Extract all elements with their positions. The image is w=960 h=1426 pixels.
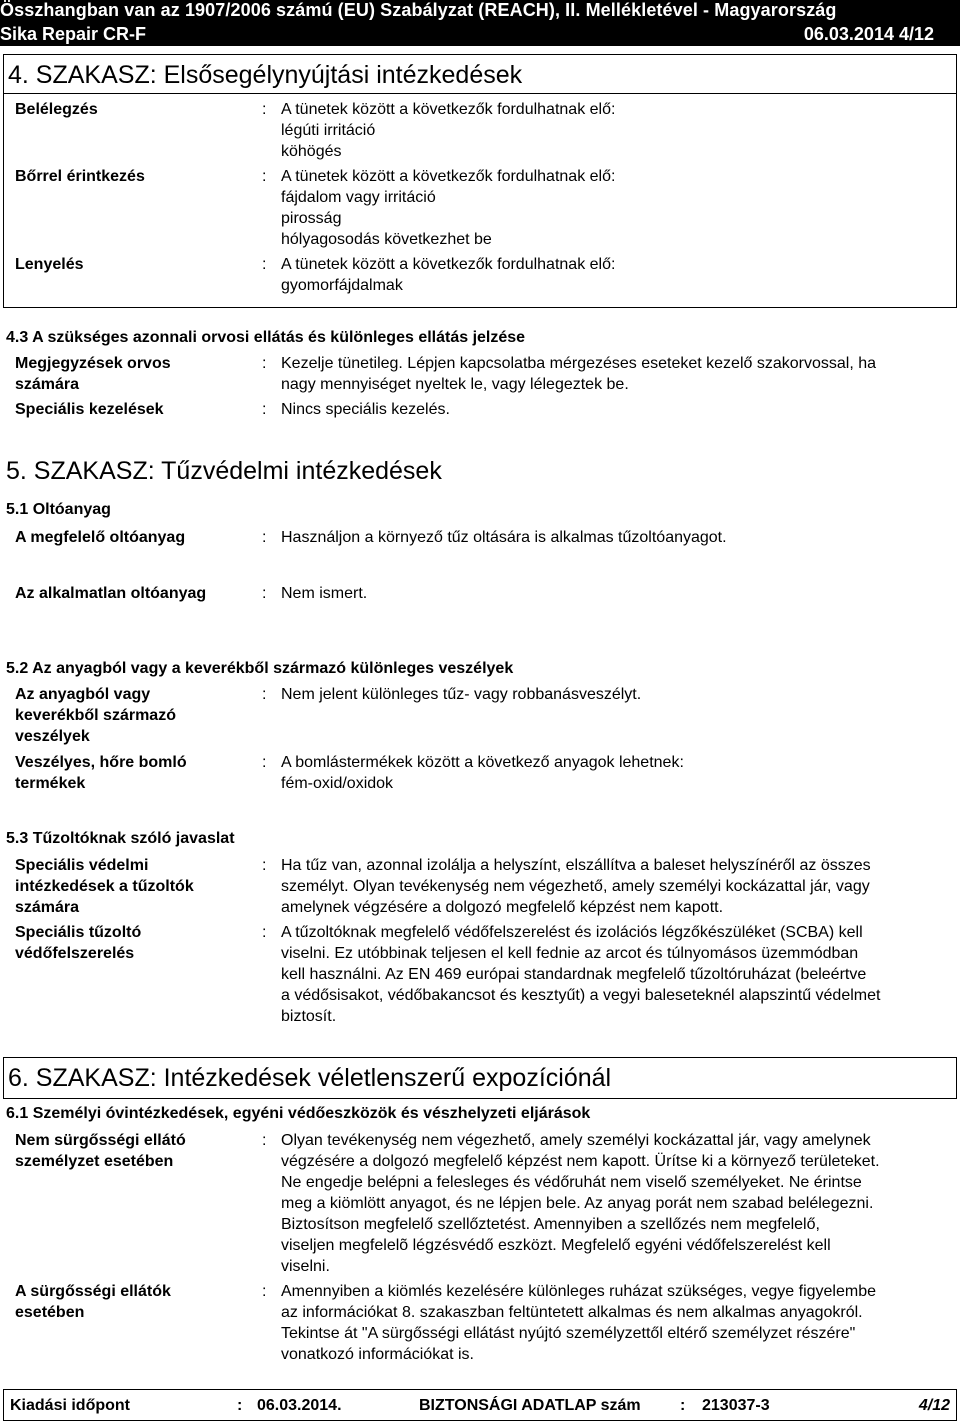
colon: : <box>237 1397 243 1414</box>
footer-page-number: 4/12 <box>918 1397 950 1414</box>
line: viselni. Ez utóbbinak teljesen el kell fednie az arcot és túlnyomásos üzemmódban <box>281 945 859 962</box>
line: Biztosítson megfelelő szellőztetést. Amennyiben a szellőzés nem megfelelő, <box>281 1216 820 1233</box>
sds-number-value: 213037-3 <box>702 1397 770 1414</box>
line: személyzet esetében <box>15 1153 174 1170</box>
line: légúti irritáció <box>281 122 376 139</box>
line: A tünetek között a következők fordulhatnak elő: <box>281 101 616 118</box>
colon: : <box>262 857 267 874</box>
line: A tünetek között a következők fordulhatnak elő: <box>281 256 616 273</box>
line: viseljen megfelelõ légzésvédő eszközt. Megfelelő egyéni védőfelszerelést kell <box>281 1237 831 1254</box>
suitable-media-value: Használjon a környező tűz oltására is alkalmas tűzoltóanyagot. <box>281 529 727 546</box>
subsection-5-2-title: 5.2 Az anyagból vagy a keverékből származó különleges veszélyek <box>6 660 514 677</box>
skin-value <box>281 166 951 250</box>
ingestion-value <box>281 254 951 296</box>
subsection-5-1-title: 5.1 Oltóanyag <box>6 501 111 518</box>
line: Ne engedje belépni a felesleges és védőruhát nem viselő személyeket. Ne érintse <box>281 1174 862 1191</box>
colon: : <box>262 256 267 273</box>
subsection-6-1-title: 6.1 Személyi óvintézkedések, egyéni védőeszközök és vészhelyzeti eljárások <box>6 1105 591 1122</box>
section-5-title: 5. SZAKASZ: Tűzvédelmi intézkedések <box>6 457 442 485</box>
issue-date-label: Kiadási időpont <box>10 1397 130 1414</box>
line: számára <box>15 899 80 916</box>
line: hólyagosodás következhet be <box>281 231 492 248</box>
special-treatment-label: Speciális kezelések <box>15 401 164 418</box>
document-footer <box>3 1389 957 1421</box>
subsection-5-3-title: 5.3 Tűzoltóknak szóló javaslat <box>6 830 235 847</box>
colon: : <box>262 401 267 418</box>
line: Speciális védelmi <box>15 857 149 874</box>
line: esetében <box>15 1304 85 1321</box>
inhalation-label: Belélegzés <box>15 101 98 118</box>
line: meg a kiömlött anyagot, és ne lépjen bele. Az anyag porát nem szabad belélegezni. <box>281 1195 874 1212</box>
line: amelynek végzésére a dolgozó megfelelő képzést nem kapott. <box>281 899 724 916</box>
unsuitable-media-value: Nem ismert. <box>281 585 368 602</box>
non-emergency-personnel-value <box>281 1130 951 1277</box>
line: Megjegyzések orvos <box>15 355 171 372</box>
inhalation-value <box>281 99 951 162</box>
line: pirosság <box>281 210 342 227</box>
header-date-page: 06.03.2014 4/12 <box>803 24 934 44</box>
colon: : <box>262 1132 267 1149</box>
line: A sürgősségi ellátók <box>15 1283 171 1300</box>
section-6-title: 6. SZAKASZ: Intézkedések véletlenszerű expozíciónál <box>8 1064 612 1092</box>
colon: : <box>262 924 267 941</box>
line: a védősisakot, védőbakancsot és kesztyűt) a vegyi baleseteknél alapszintű védelmet <box>281 987 881 1004</box>
colon: : <box>262 355 267 372</box>
colon: : <box>262 101 267 118</box>
line: Tekintse át "A sürgősségi ellátást nyújtó személyzettől eltérő személyzet részére" <box>281 1325 856 1342</box>
physician-notes-value <box>281 353 951 395</box>
line: veszélyek <box>15 728 90 745</box>
line: Ha tűz van, azonnal izolálja a helyszínt, elszállítva a baleset helyszínéről az összes <box>281 857 871 874</box>
issue-date-value: 06.03.2014. <box>257 1397 342 1414</box>
line: A tűzoltóknak megfelelő védőfelszerelést és izolációs légzőkészüléket (SCBA) kell <box>281 924 863 941</box>
colon: : <box>680 1397 686 1414</box>
firefighter-equipment-label <box>15 922 230 964</box>
non-emergency-personnel-label <box>15 1130 230 1172</box>
line: Veszélyes, hőre bomló <box>15 754 187 771</box>
line: A bomlástermékek között a következő anyagok lehetnek: <box>281 754 684 771</box>
line: Kezelje tünetileg. Lépjen kapcsolatba mérgezéses eseteket kezelő szakorvossal, ha <box>281 355 877 372</box>
line: az információkat 8. szakaszban feltüntetett alkalmas és nem alkalmas anyagokról. <box>281 1304 863 1321</box>
product-name: Sika Repair CR-F <box>0 24 147 44</box>
line: kell használni. Az EN 469 európai standardnak megfelelő tűzoltóruházat (beleértve <box>281 966 867 983</box>
colon: : <box>262 529 267 546</box>
line: személyt. Olyan tevékenység nem végezhető, amely személyi kockázattal jár, vagy <box>281 878 870 895</box>
physician-notes-label <box>15 353 230 395</box>
line: Az anyagból vagy <box>15 686 151 703</box>
line: védőfelszerelés <box>15 945 135 962</box>
suitable-media-label: A megfelelő oltóanyag <box>15 529 186 546</box>
line: fém-oxid/oxidok <box>281 775 394 792</box>
ingestion-label: Lenyelés <box>15 256 84 273</box>
document-header <box>0 0 960 46</box>
line: fájdalom vagy irritáció <box>281 189 436 206</box>
line: biztosít. <box>281 1008 337 1025</box>
firefighter-equipment-value <box>281 922 951 1027</box>
line: gyomorfájdalmak <box>281 277 403 294</box>
decomposition-products-value <box>281 752 951 794</box>
line: vonatkozó információkat is. <box>281 1346 474 1363</box>
line: Amennyiben a kiömlés kezelésére különleges ruházat szükséges, vegye figyelembe <box>281 1283 876 1300</box>
emergency-responders-label <box>15 1281 230 1323</box>
colon: : <box>262 168 267 185</box>
specific-hazards-label <box>15 684 230 747</box>
line: Speciális tűzoltó <box>15 924 142 941</box>
line: számára <box>15 376 80 393</box>
firefighter-measures-label <box>15 855 230 918</box>
section-4-title: 4. SZAKASZ: Elsősegélynyújtási intézkedések <box>8 61 523 89</box>
subsection-4-3-title: 4.3 A szükséges azonnali orvosi ellátás és különleges ellátás jelzése <box>6 329 526 346</box>
regulation-title: Összhangban van az 1907/2006 számú (EU) Szabályzat (REACH), II. Mellékletével - Magyarország <box>0 0 837 20</box>
decomposition-products-label <box>15 752 230 794</box>
skin-label: Bőrrel érintkezés <box>15 168 145 185</box>
sds-number-label: BIZTONSÁGI ADATLAP szám <box>419 1397 641 1414</box>
line: keverékből származó <box>15 707 176 724</box>
unsuitable-media-label: Az alkalmatlan oltóanyag <box>15 585 207 602</box>
line: viselni. <box>281 1258 330 1275</box>
line: nagy mennyiséget nyeltek le, vagy lélegeztek be. <box>281 376 629 393</box>
line: termékek <box>15 775 86 792</box>
colon: : <box>262 585 267 602</box>
line: Olyan tevékenység nem végezhető, amely személyi kockázattal jár, vagy amelynek <box>281 1132 871 1149</box>
firefighter-measures-value <box>281 855 951 918</box>
line: köhögés <box>281 143 342 160</box>
emergency-responders-value <box>281 1281 951 1365</box>
line: Nem sürgősségi ellátó <box>15 1132 186 1149</box>
line: A tünetek között a következők fordulhatnak elő: <box>281 168 616 185</box>
line: végzésére a dolgozó megfelelő képzést nem kapott. Ürítse ki a környező területeket. <box>281 1153 880 1170</box>
colon: : <box>262 686 267 703</box>
colon: : <box>262 1283 267 1300</box>
specific-hazards-value: Nem jelent különleges tűz- vagy robbanásveszélyt. <box>281 686 642 703</box>
special-treatment-value: Nincs speciális kezelés. <box>281 401 450 418</box>
line: intézkedések a tűzoltók <box>15 878 194 895</box>
colon: : <box>262 754 267 771</box>
